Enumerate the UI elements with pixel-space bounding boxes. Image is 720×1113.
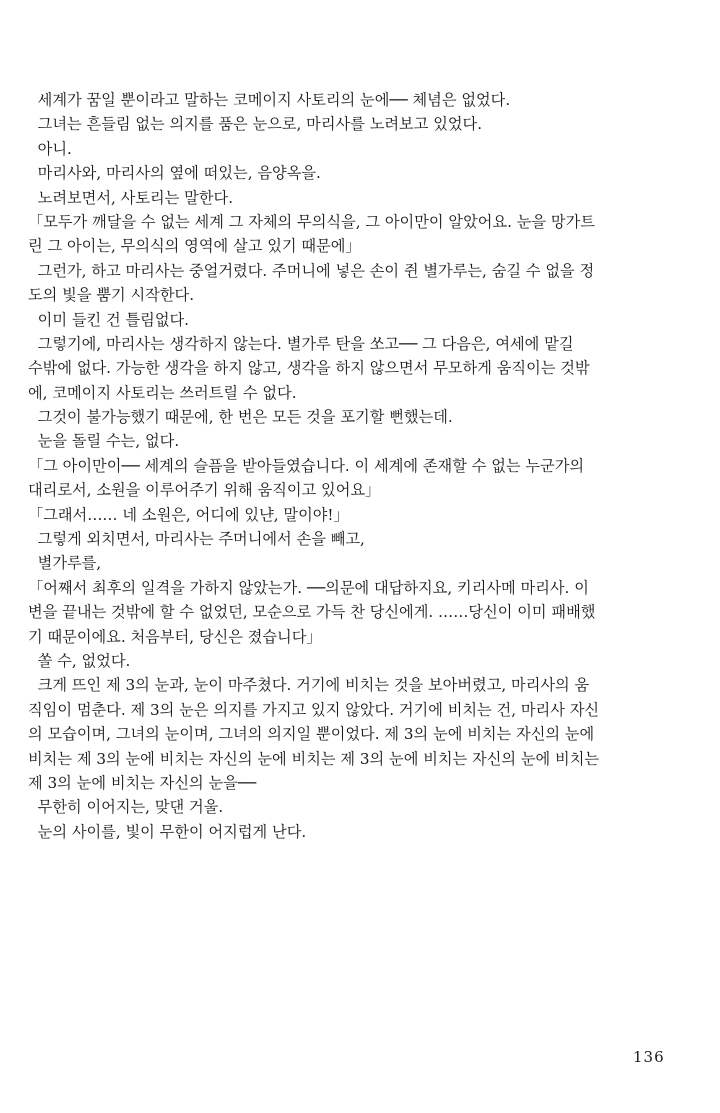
text-line: 「모두가 깨달을 수 없는 세계 그 자체의 무의식을, 그 아이만이 알았어요. 눈을 망가트 [28,212,595,231]
text-line: 그것이 불가능했기 때문에, 한 번은 모든 것을 포기할 뻔했는데. [28,408,453,427]
text-line: 그녀는 흔들림 없는 의지를 품은 눈으로, 마리사를 노려보고 있었다. [28,115,483,134]
text-line: 「그래서…… 네 소원은, 어디에 있냔, 말이야!」 [28,505,349,524]
text-line: 이미 들킨 건 틀림없다. [28,310,190,329]
text-line: 크게 뜨인 제 3의 눈과, 눈이 마주쳤다. 거기에 비치는 것을 보아버렸고, 마리사의 움 [28,676,590,695]
text-line: 별가루를, [28,554,102,573]
page-body [28,88,698,844]
text-line: 그렇기에, 마리사는 생각하지 않는다. 별가루 탄을 쏘고── 그 다음은, 여세에 맡길 [28,334,574,353]
text-line: 세계가 꿈일 뿐이라고 말하는 코메이지 사토리의 눈에── 체념은 없었다. [28,91,511,109]
text-line: 쏠 수, 없었다. [28,651,131,670]
text-line: 에, 코메이지 사토리는 쓰러트릴 수 없다. [28,383,297,402]
text-line: 눈을 돌릴 수는, 없다. [28,432,180,451]
text-line: 무한히 이어지는, 맞댄 거울. [28,798,224,817]
text-line: 기 때문이에요. 처음부터, 당신은 졌습니다」 [28,627,322,646]
text-line: 린 그 아이는, 무의식의 영역에 살고 있기 때문에」 [28,237,361,256]
text-line: 마리사와, 마리사의 옆에 떠있는, 음양옥을. [28,164,321,183]
text-line: 그런가, 하고 마리사는 중얼거렸다. 주머니에 넣은 손이 쥔 별가루는, 숨길 수 없을 정 [28,261,595,280]
text-line: 의 모습이며, 그녀의 눈이며, 그녀의 의지일 뿐이었다. 제 3의 눈에 비치는 자신의 눈에 [28,725,595,744]
text-line: 변을 끝내는 것밖에 할 수 없었던, 모순으로 가득 찬 당신에게. ……당신이 이미 패배했 [28,603,596,622]
text-line: 제 3의 눈에 비치는 자신의 눈을── [28,773,257,792]
text-line: 도의 빛을 뿜기 시작한다. [28,286,195,305]
text-line: 직임이 멈춘다. 제 3의 눈은 의지를 가지고 있지 않았다. 거기에 비치는 건, 마리사 자신 [28,700,600,719]
text-line: 대리로서, 소원을 이루어주기 위해 움직이고 있어요」 [28,481,381,500]
text-line: 비치는 제 3의 눈에 비치는 자신의 눈에 비치는 제 3의 눈에 비치는 자신의 눈에 비치는 [28,749,600,768]
text-line: 「어째서 최후의 일격을 가하지 않았는가. ──의문에 대답하지요, 키리사메 마리사. 이 [28,578,589,597]
text-line: 눈의 사이를, 빛이 무한이 어지럽게 난다. [28,822,307,841]
page-number: 136 [633,1048,665,1066]
text-line: 수밖에 없다. 가능한 생각을 하지 않고, 생각을 하지 않으면서 무모하게 움직이는 것밖 [28,359,590,378]
text-line: 노려보면서, 사토리는 말한다. [28,188,234,207]
text-line: 그렇게 외치면서, 마리사는 주머니에서 손을 빼고, [28,530,365,549]
text-line: 「그 아이만이── 세계의 슬픔을 받아들였습니다. 이 세계에 존재할 수 없는 누군가의 [28,456,585,475]
text-line: 아니. [28,139,72,158]
